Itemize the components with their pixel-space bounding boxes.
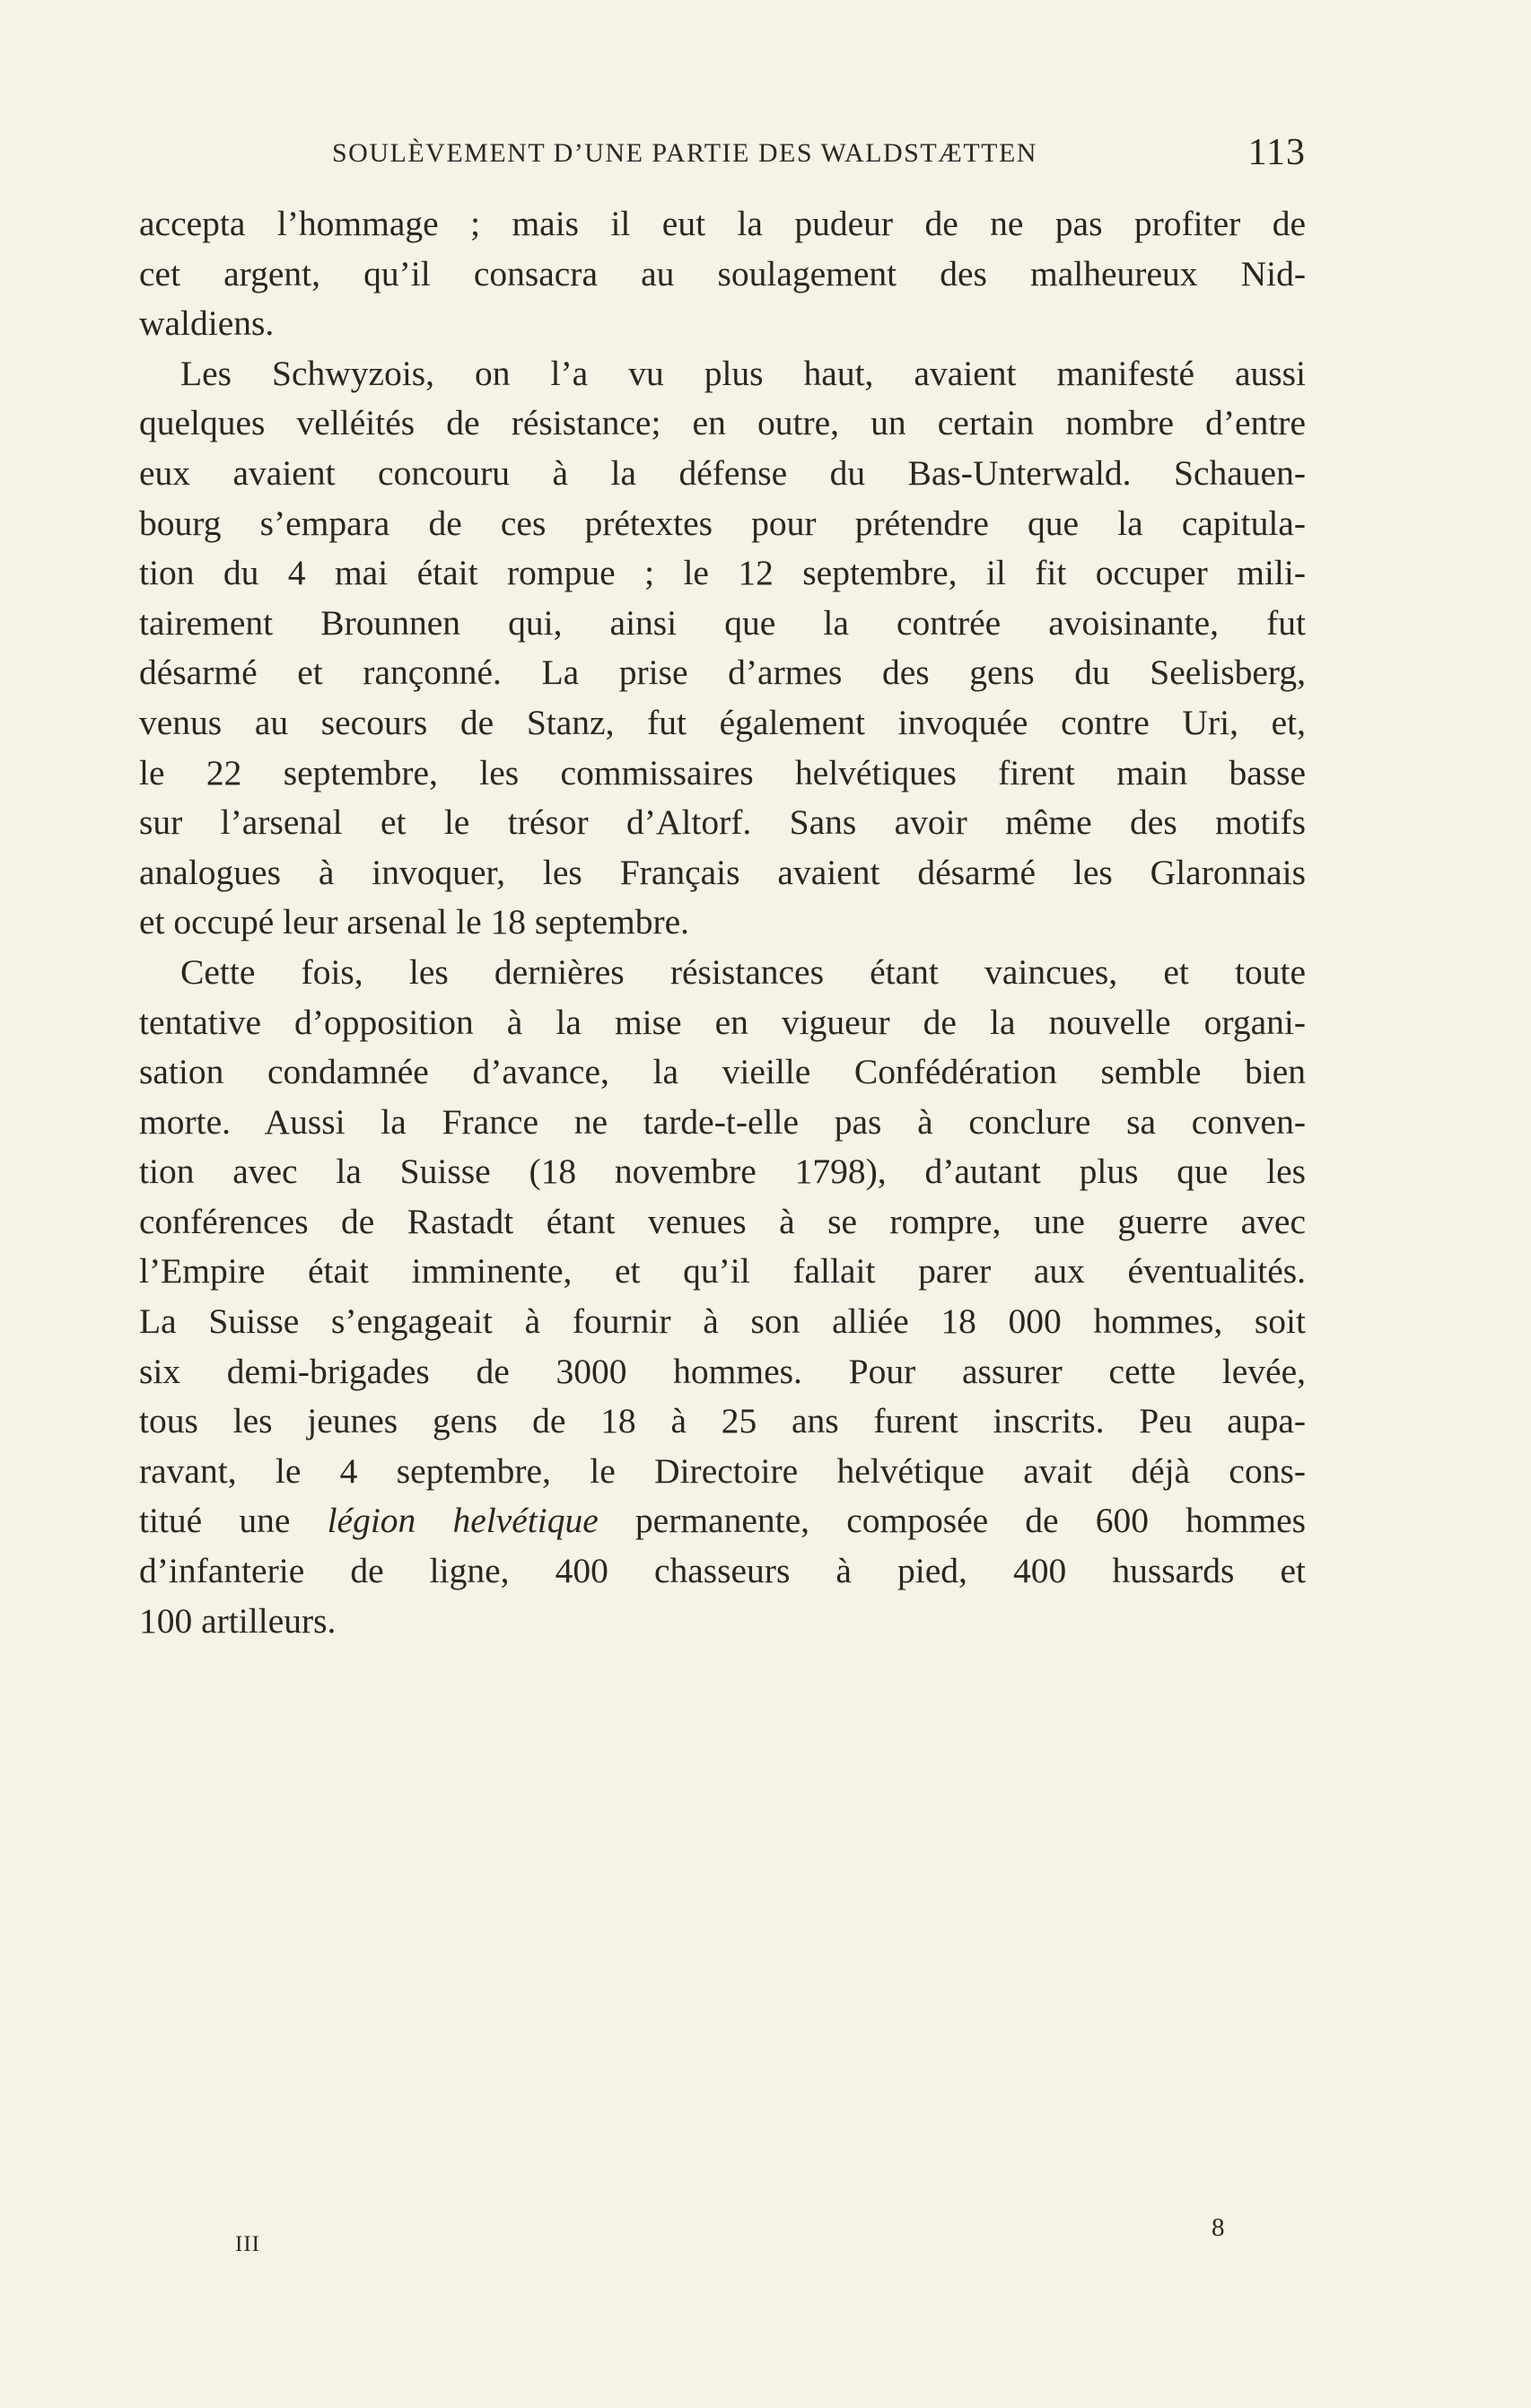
italic-term: légion helvétique	[327, 1501, 599, 1541]
text-line-with-italic	[139, 1496, 1306, 1546]
text-line: quelques velléités de résistance; en outre, un certain nombre d’entre	[139, 403, 1306, 443]
line-segment: titué une	[139, 1501, 328, 1541]
text-line: morte. Aussi la France ne tarde-t-elle pas à conclure sa conven-	[139, 1101, 1306, 1142]
text-line: cet argent, qu’il consacra au soulagement des malheureux Nid-	[139, 253, 1306, 293]
text-line: six demi-brigades de 3000 hommes. Pour assurer cette levée,	[139, 1351, 1306, 1391]
text-line: sur l’arsenal et le trésor d’Altorf. Sans avoir même des motifs	[139, 802, 1306, 843]
text-line: tairement Brounnen qui, ainsi que la contrée avoisinante, fut	[139, 602, 1306, 643]
text-line: le 22 septembre, les commissaires helvétiques firent main basse	[139, 752, 1306, 792]
text-line: tion avec la Suisse (18 novembre 1798), d’autant plus que les	[139, 1151, 1306, 1192]
text-line: d’infanterie de ligne, 400 chasseurs à pied, 400 hussards et	[139, 1551, 1306, 1591]
text-line: Les Schwyzois, on l’a vu plus haut, avaient manifesté aussi	[180, 353, 1306, 393]
text-line: tion du 4 mai était rompue ; le 12 septembre, il fit occuper mili-	[139, 553, 1306, 593]
text-line: sation condamnée d’avance, la vieille Confédération semble bien	[139, 1052, 1306, 1092]
line-segment: permanente, composée de 600 hommes	[598, 1501, 1306, 1541]
text-line: waldiens.	[139, 303, 275, 344]
text-line: analogues à invoquer, les Français avaient désarmé les Glaronnais	[139, 852, 1306, 892]
text-line: désarmé et rançonné. La prise d’armes des gens du Seelisberg,	[139, 652, 1306, 693]
running-title: SOULÈVEMENT D’UNE PARTIE DES WALDSTÆTTEN	[332, 138, 1037, 168]
text-line: tous les jeunes gens de 18 à 25 ans furent inscrits. Peu aupa-	[139, 1401, 1306, 1441]
text-line: ravant, le 4 septembre, le Directoire helvétique avait déjà cons-	[139, 1450, 1306, 1491]
running-head	[139, 131, 1306, 176]
text-line: conférences de Rastadt étant venues à se rompre, une guerre avec	[139, 1201, 1306, 1241]
body-text	[139, 199, 1306, 1646]
text-line: l’Empire était imminente, et qu’il fallait parer aux éventualités.	[139, 1251, 1306, 1292]
text-line: Cette fois, les dernières résistances étant vaincues, et toute	[180, 951, 1306, 992]
page-number: 113	[1247, 132, 1306, 173]
text-line: accepta l’hommage ; mais il eut la pudeur de ne pas profiter de	[139, 204, 1306, 243]
text-line: La Suisse s’engageait à fournir à son alliée 18 000 hommes, soit	[139, 1301, 1306, 1342]
text-line: 100 artilleurs.	[139, 1600, 337, 1641]
text-line: tentative d’opposition à la mise en vigueur de la nouvelle organi-	[139, 1002, 1306, 1042]
text-line: bourg s’empara de ces prétextes pour prétendre que la capitula-	[139, 503, 1306, 543]
sheet-number: 8	[1212, 2213, 1225, 2242]
text-line: eux avaient concouru à la défense du Bas-Unterwald. Schauen-	[139, 452, 1306, 493]
text-line: et occupé leur arsenal le 18 septembre.	[139, 902, 690, 942]
signature-mark: III	[235, 2232, 260, 2256]
text-line: venus au secours de Stanz, fut également invoquée contre Uri, et,	[139, 702, 1306, 742]
